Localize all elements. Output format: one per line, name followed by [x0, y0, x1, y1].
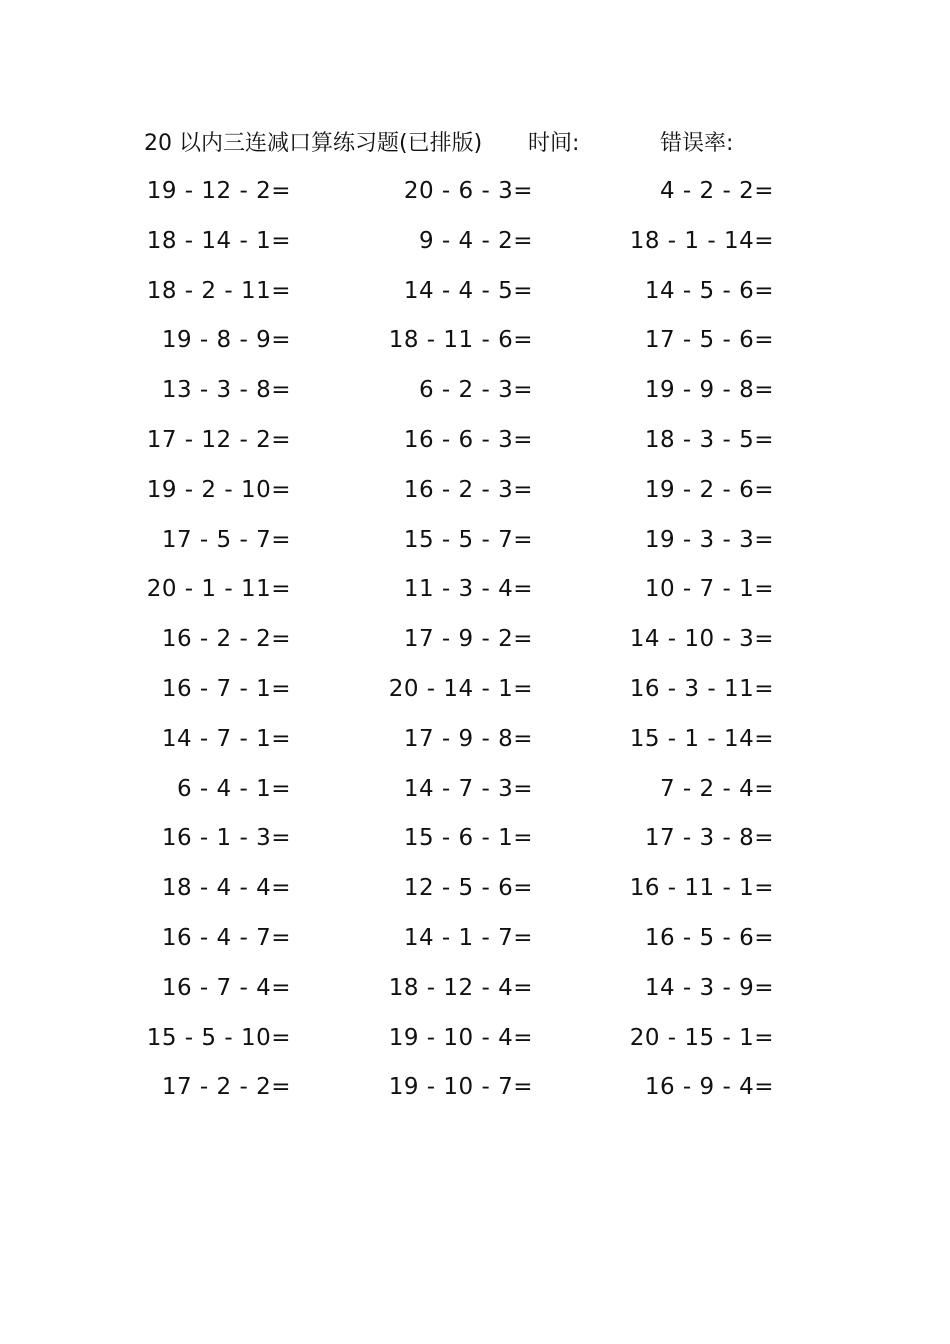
problem-row — [0, 917, 950, 967]
problem-item: 19 - 3 - 3= — [644, 526, 774, 553]
worksheet-header — [0, 124, 950, 164]
problem-item: 17 - 5 - 6= — [644, 327, 774, 354]
problem-item: 14 - 3 - 9= — [644, 974, 774, 1001]
problem-row — [0, 718, 950, 768]
problem-row — [0, 817, 950, 867]
problem-item: 19 - 2 - 10= — [146, 476, 291, 503]
problem-item: 19 - 12 - 2= — [146, 178, 291, 204]
problem-row — [0, 768, 950, 818]
problem-row — [0, 1066, 950, 1116]
problem-item: 10 - 7 - 1= — [644, 576, 774, 603]
problem-item: 14 - 4 - 5= — [403, 277, 533, 304]
problem-item: 14 - 7 - 3= — [403, 775, 533, 802]
problem-item: 19 - 2 - 6= — [644, 476, 774, 503]
problem-item: 18 - 3 - 5= — [644, 426, 774, 453]
problem-item: 16 - 3 - 11= — [629, 675, 774, 702]
problem-item: 16 - 5 - 6= — [644, 924, 774, 951]
problem-row — [0, 319, 950, 369]
problem-item: 19 - 10 - 7= — [388, 1074, 533, 1101]
problem-item: 20 - 14 - 1= — [388, 675, 533, 702]
problem-item: 4 - 2 - 2= — [659, 178, 774, 204]
problem-item: 13 - 3 - 8= — [161, 377, 291, 404]
problem-item: 18 - 2 - 11= — [146, 277, 291, 304]
problem-row — [0, 369, 950, 419]
problem-item: 19 - 10 - 4= — [388, 1024, 533, 1051]
problem-item: 18 - 1 - 14= — [629, 227, 774, 254]
problem-item: 20 - 6 - 3= — [403, 178, 533, 204]
problem-item: 18 - 11 - 6= — [388, 327, 533, 354]
time-label: 时间: — [528, 131, 580, 156]
problem-item: 20 - 1 - 11= — [146, 576, 291, 603]
problem-row — [0, 618, 950, 668]
problem-item: 15 - 5 - 10= — [146, 1024, 291, 1051]
problem-item: 18 - 14 - 1= — [146, 227, 291, 254]
problem-item: 11 - 3 - 4= — [403, 576, 533, 603]
problem-item: 16 - 11 - 1= — [629, 875, 774, 902]
problem-item: 16 - 9 - 4= — [644, 1074, 774, 1101]
problem-row — [0, 419, 950, 469]
problem-item: 17 - 3 - 8= — [644, 825, 774, 852]
problem-item: 16 - 2 - 3= — [403, 476, 533, 503]
problem-item: 18 - 12 - 4= — [388, 974, 533, 1001]
problem-item: 14 - 10 - 3= — [629, 626, 774, 653]
problem-item: 14 - 1 - 7= — [403, 924, 533, 951]
problem-item: 17 - 5 - 7= — [161, 526, 291, 553]
problem-item: 16 - 1 - 3= — [161, 825, 291, 852]
problem-item: 15 - 5 - 7= — [403, 526, 533, 553]
problem-item: 7 - 2 - 4= — [659, 775, 774, 802]
problem-item: 15 - 1 - 14= — [629, 725, 774, 752]
problem-grid — [0, 170, 950, 1116]
problem-item: 14 - 7 - 1= — [161, 725, 291, 752]
problem-item: 9 - 4 - 2= — [418, 227, 533, 254]
problem-row — [0, 568, 950, 618]
error-rate-label: 错误率: — [660, 131, 734, 156]
problem-row — [0, 668, 950, 718]
problem-item: 17 - 9 - 8= — [403, 725, 533, 752]
problem-row — [0, 1017, 950, 1067]
problem-item: 16 - 7 - 4= — [161, 974, 291, 1001]
problem-item: 6 - 2 - 3= — [418, 377, 533, 404]
problem-item: 16 - 4 - 7= — [161, 924, 291, 951]
problem-item: 18 - 4 - 4= — [161, 875, 291, 902]
problem-item: 19 - 8 - 9= — [161, 327, 291, 354]
problem-row — [0, 270, 950, 320]
problem-item: 12 - 5 - 6= — [403, 875, 533, 902]
worksheet-title: 20 以内三连减口算练习题(已排版) — [144, 131, 483, 156]
problem-row — [0, 170, 950, 220]
problem-row — [0, 867, 950, 917]
problem-item: 17 - 12 - 2= — [146, 426, 291, 453]
problem-row — [0, 519, 950, 569]
problem-row — [0, 220, 950, 270]
problem-item: 15 - 6 - 1= — [403, 825, 533, 852]
problem-row — [0, 469, 950, 519]
problem-item: 17 - 2 - 2= — [161, 1074, 291, 1101]
problem-item: 19 - 9 - 8= — [644, 377, 774, 404]
problem-item: 17 - 9 - 2= — [403, 626, 533, 653]
problem-item: 20 - 15 - 1= — [629, 1024, 774, 1051]
problem-item: 16 - 6 - 3= — [403, 426, 533, 453]
problem-item: 16 - 2 - 2= — [161, 626, 291, 653]
problem-item: 16 - 7 - 1= — [161, 675, 291, 702]
problem-row — [0, 967, 950, 1017]
problem-item: 6 - 4 - 1= — [176, 775, 291, 802]
problem-item: 14 - 5 - 6= — [644, 277, 774, 304]
